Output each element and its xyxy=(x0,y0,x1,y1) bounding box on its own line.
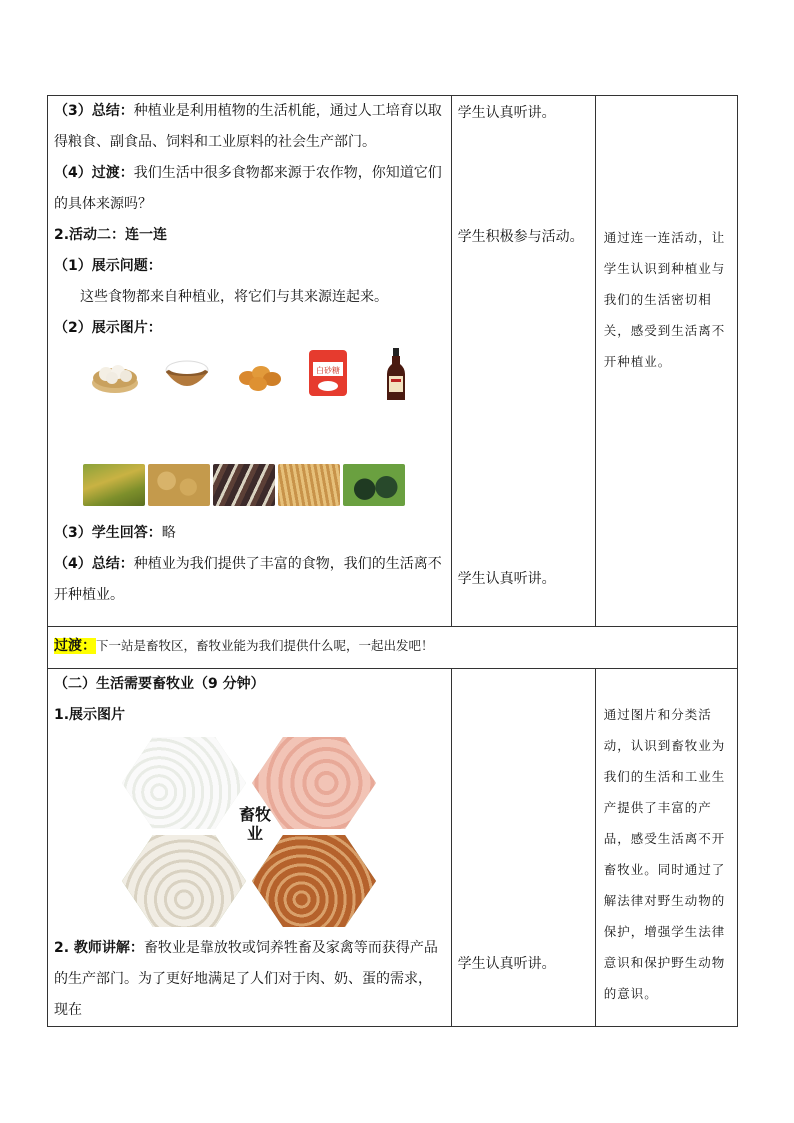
show-question-label: （1）展示问题： xyxy=(54,258,162,274)
transition-label: 过渡： xyxy=(54,638,96,654)
pumpkins-image xyxy=(343,464,405,506)
design-intent-cell xyxy=(595,669,737,1027)
crop-images xyxy=(48,464,451,506)
transition-text: 下一站是畜牧区，畜牧业能为我们提供什么呢，一起出发吧！ xyxy=(96,638,434,653)
transition-line xyxy=(48,627,737,665)
show-images-heading: 1.展示图片 xyxy=(54,707,126,723)
design-intent-note-2: 通过图片和分类活动，认识到畜牧业为我们的生活和工业生产提供了丰富的产品，感受生活离不开畜牧业。同时通过了解法律对野生动物的保护，增强学生法律意识和保护野生动物的意识。 xyxy=(603,707,726,1001)
design-intent-cell xyxy=(595,96,737,627)
activity-title: 2.活动二：连一连 xyxy=(54,227,168,243)
center-label: 畜牧业 xyxy=(238,805,271,843)
animal-husbandry-figure xyxy=(122,737,392,927)
show-images-label: （2）展示图片： xyxy=(54,320,162,336)
summary2-paragraph: （4）总结：种植业为我们提供了丰富的食物，我们的生活离不开种植业。 xyxy=(54,556,442,603)
steamed-buns-image xyxy=(90,348,140,398)
student-listen-1: 学生认真听讲。 xyxy=(457,105,556,121)
section-title: （二）生活需要畜牧业（9 分钟） xyxy=(54,676,265,692)
table-row xyxy=(48,96,738,627)
lesson-table xyxy=(47,95,738,1027)
rice-plant-image xyxy=(83,464,145,506)
transition-cell xyxy=(48,627,738,669)
answer-paragraph: （3）学生回答：略 xyxy=(54,525,176,541)
bread-image xyxy=(234,348,284,398)
design-intent-note: 通过连一连活动，让学生认识到种植业与我们的生活密切相关，感受到生活离不开种植业。 xyxy=(603,230,726,369)
transition-paragraph: （4）过渡：我们生活中很多食物都来源于农作物，你知道它们的具体来源吗？ xyxy=(54,165,442,212)
teacher-activity-cell xyxy=(48,96,452,627)
geese-image xyxy=(122,737,246,829)
lesson-plan-page xyxy=(47,95,738,1027)
rice-bowl-image xyxy=(162,348,212,398)
sugar-bag-text: 白砂糖 xyxy=(316,366,340,375)
soybeans-image xyxy=(148,464,210,506)
sheep-image xyxy=(122,835,246,927)
teacher-activity-cell xyxy=(48,669,452,1027)
table-row xyxy=(48,627,738,669)
student-listen-3: 学生认真听讲。 xyxy=(457,956,556,972)
chickens-image xyxy=(252,835,376,927)
lecture-paragraph: 2. 教师讲解：畜牧业是靠放牧或饲养牲畜及家禽等而获得产品的生产部门。为了更好地满足了人们对于肉、奶、蛋的需求，现在 xyxy=(54,940,438,1018)
question-text: 这些食物都来自种植业，将它们与其来源连起来。 xyxy=(80,289,388,305)
sugar-bag-image xyxy=(306,348,350,398)
sugarcane-image xyxy=(213,464,275,506)
student-activity-cell xyxy=(451,96,595,627)
student-participate: 学生积极参与活动。 xyxy=(457,229,584,245)
student-listen-2: 学生认真听讲。 xyxy=(457,571,556,587)
soy-sauce-bottle-image xyxy=(384,348,408,398)
summary-paragraph: （3）总结：种植业是利用植物的生活机能，通过人工培育以取得粮食、副食品、饲料和工业原料的社会生产部门。 xyxy=(54,103,442,150)
food-images xyxy=(48,348,451,398)
student-activity-cell xyxy=(451,669,595,1027)
wheat-image xyxy=(278,464,340,506)
table-row xyxy=(48,669,738,1027)
